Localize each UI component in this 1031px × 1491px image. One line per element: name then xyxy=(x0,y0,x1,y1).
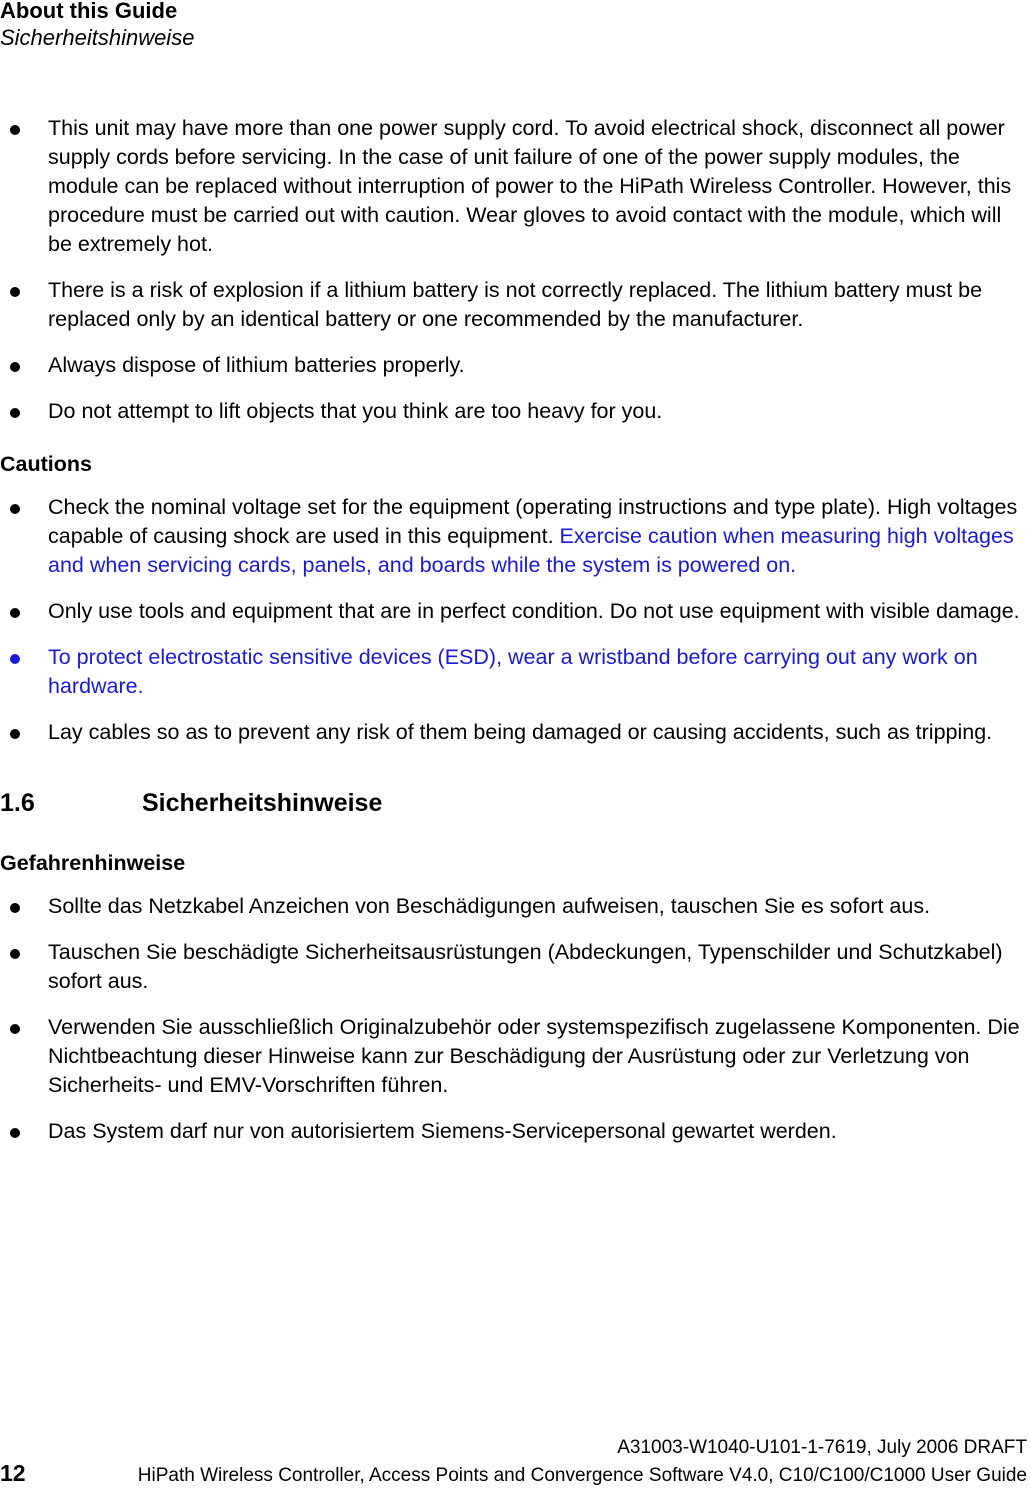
cautions-list xyxy=(0,493,1031,747)
bullet-icon xyxy=(10,287,20,297)
list-item xyxy=(0,276,1031,334)
list-item-text: Do not attempt to lift objects that you think are too heavy for you. xyxy=(48,399,663,423)
list-item xyxy=(0,493,1031,580)
list-item-text: Das System darf nur von autorisiertem Siemens-Servicepersonal gewartet werden. xyxy=(48,1119,837,1143)
header-title: About this Guide xyxy=(0,0,178,23)
bullet-icon xyxy=(10,729,20,739)
header-subtitle: Sicherheitshinweise xyxy=(0,25,195,50)
bullet-icon xyxy=(10,949,20,959)
bullet-icon xyxy=(10,903,20,913)
footer-line xyxy=(0,1460,1031,1489)
page-number: 12 xyxy=(0,1460,26,1486)
list-item xyxy=(0,597,1031,626)
highlighted-text: To protect electrostatic sensitive devices (ESD), wear a wristband before carrying out any work on hardware. xyxy=(48,645,978,698)
bullet-icon xyxy=(10,1128,20,1138)
bullet-icon xyxy=(10,408,20,418)
warnings-list xyxy=(0,114,1031,426)
list-item xyxy=(0,643,1031,701)
list-item-text: Sollte das Netzkabel Anzeichen von Beschädigungen aufweisen, tauschen Sie es sofort aus. xyxy=(48,894,931,918)
list-item xyxy=(0,1117,1031,1146)
cautions-heading: Cautions xyxy=(0,452,92,476)
list-item-text: Verwenden Sie ausschließlich Originalzubehör oder systemspezifisch zugelassene Komponenten. Die Nichtbeachtung dieser Hinweise kann zur Beschädigung der Ausrüstung oder zur Verletzung von Sicherheits- und EMV-Vorschriften führen. xyxy=(48,1015,1020,1097)
list-item-text: Always dispose of lithium batteries properly. xyxy=(48,353,465,377)
bullet-icon xyxy=(10,1024,20,1034)
gefahren-heading: Gefahrenhinweise xyxy=(0,851,186,875)
section-title: Sicherheitshinweise xyxy=(142,789,383,817)
page-content xyxy=(0,114,1031,1163)
bullet-icon xyxy=(10,125,20,135)
list-item xyxy=(0,718,1031,747)
document-id: A31003-W1040-U101-1-7619, July 2006 DRAFT xyxy=(617,1437,1027,1458)
list-item xyxy=(0,351,1031,380)
gefahren-list xyxy=(0,892,1031,1146)
bullet-icon xyxy=(10,608,20,618)
list-item-text: There is a risk of explosion if a lithium battery is not correctly replaced. The lithium battery must be replaced only by an identical battery or one recommended by the manufacturer. xyxy=(48,278,983,331)
list-item xyxy=(0,114,1031,259)
section-heading xyxy=(0,787,1031,819)
list-item-text: Check the nominal voltage set for the equipment (operating instructions and type plate). High voltages capable of causing shock are used in this equipment. xyxy=(48,495,1018,548)
bullet-icon xyxy=(10,362,20,372)
bullet-icon xyxy=(10,504,20,514)
running-header xyxy=(0,0,1031,52)
list-item xyxy=(0,1013,1031,1100)
list-item-text: Lay cables so as to prevent any risk of them being damaged or causing accidents, such as tripping. xyxy=(48,720,993,744)
list-item xyxy=(0,397,1031,426)
page-footer xyxy=(0,1436,1031,1489)
highlighted-text: Exercise caution when measuring high voltages and when servicing cards, panels, and boards while the system is powered on. xyxy=(48,524,1014,577)
list-item-text: This unit may have more than one power supply cord. To avoid electrical shock, disconnect all power supply cords before servicing. In the case of unit failure of one of the power supply modules, the module can be replaced without interruption of power to the HiPath Wireless Controller. However, this procedure must be carried out with caution. Wear gloves to avoid contact with the module, which will be extremely hot. xyxy=(48,116,1012,256)
guide-title: HiPath Wireless Controller, Access Points and Convergence Software V4.0, C10/C100/C1000 User Guide xyxy=(137,1465,1027,1486)
bullet-icon xyxy=(10,654,20,664)
list-item xyxy=(0,938,1031,996)
section-number: 1.6 xyxy=(0,789,35,817)
list-item-text: Tauschen Sie beschädigte Sicherheitsausrüstungen (Abdeckungen, Typenschilder und Schutzkabel) sofort aus. xyxy=(48,940,1003,993)
list-item xyxy=(0,892,1031,921)
list-item-text: Only use tools and equipment that are in perfect condition. Do not use equipment with visible damage. xyxy=(48,599,1020,623)
